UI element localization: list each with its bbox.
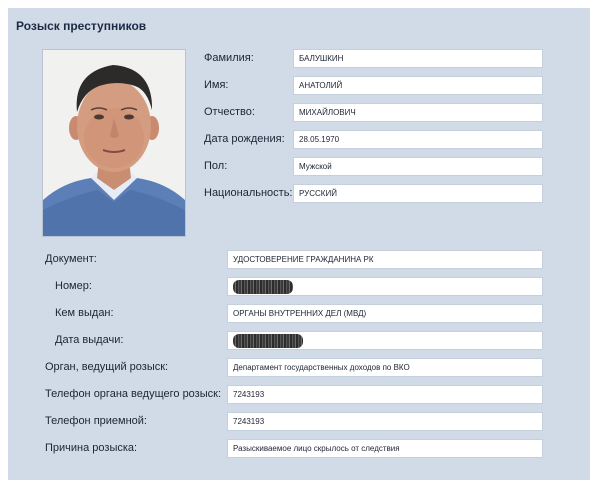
agency-phone-label: Телефон органа ведущего розыск: <box>45 388 221 400</box>
suspect-photo <box>42 49 186 237</box>
sex-field: Мужской <box>293 157 543 176</box>
section-title: Розыск преступников <box>16 19 147 33</box>
nationality-field: РУССКИЙ <box>293 184 543 203</box>
number-label: Номер: <box>55 280 92 292</box>
firstname-label: Имя: <box>204 79 229 91</box>
document-label: Документ: <box>45 253 97 265</box>
sex-label: Пол: <box>204 160 228 172</box>
birthdate-label: Дата рождения: <box>204 133 285 145</box>
redacted-issue-date <box>233 334 303 348</box>
reception-phone-label: Телефон приемной: <box>45 415 147 427</box>
agency-phone-field: 7243193 <box>227 385 543 404</box>
patronymic-label: Отчество: <box>204 106 255 118</box>
search-reason-label: Причина розыска: <box>45 442 138 454</box>
birthdate-field: 28.05.1970 <box>293 130 543 149</box>
issued-by-field: ОРГАНЫ ВНУТРЕННИХ ДЕЛ (МВД) <box>227 304 543 323</box>
redacted-number <box>233 280 293 294</box>
surname-field: БАЛУШКИН <box>293 49 543 68</box>
number-field <box>227 277 543 296</box>
issue-date-field <box>227 331 543 350</box>
patronymic-field: МИХАЙЛОВИЧ <box>293 103 543 122</box>
document-field: УДОСТОВЕРЕНИЕ ГРАЖДАНИНА РК <box>227 250 543 269</box>
nationality-label: Национальность: <box>204 187 293 199</box>
search-agency-field: Департамент государственных доходов по ВКО <box>227 358 543 377</box>
surname-label: Фамилия: <box>204 52 254 64</box>
search-reason-field: Разыскиваемое лицо скрылось от следствия <box>227 439 543 458</box>
firstname-field: АНАТОЛИЙ <box>293 76 543 95</box>
reception-phone-field: 7243193 <box>227 412 543 431</box>
issued-by-label: Кем выдан: <box>55 307 114 319</box>
issue-date-label: Дата выдачи: <box>55 334 124 346</box>
person-photo-icon <box>43 50 185 236</box>
search-agency-label: Орган, ведущий розыск: <box>45 361 169 373</box>
